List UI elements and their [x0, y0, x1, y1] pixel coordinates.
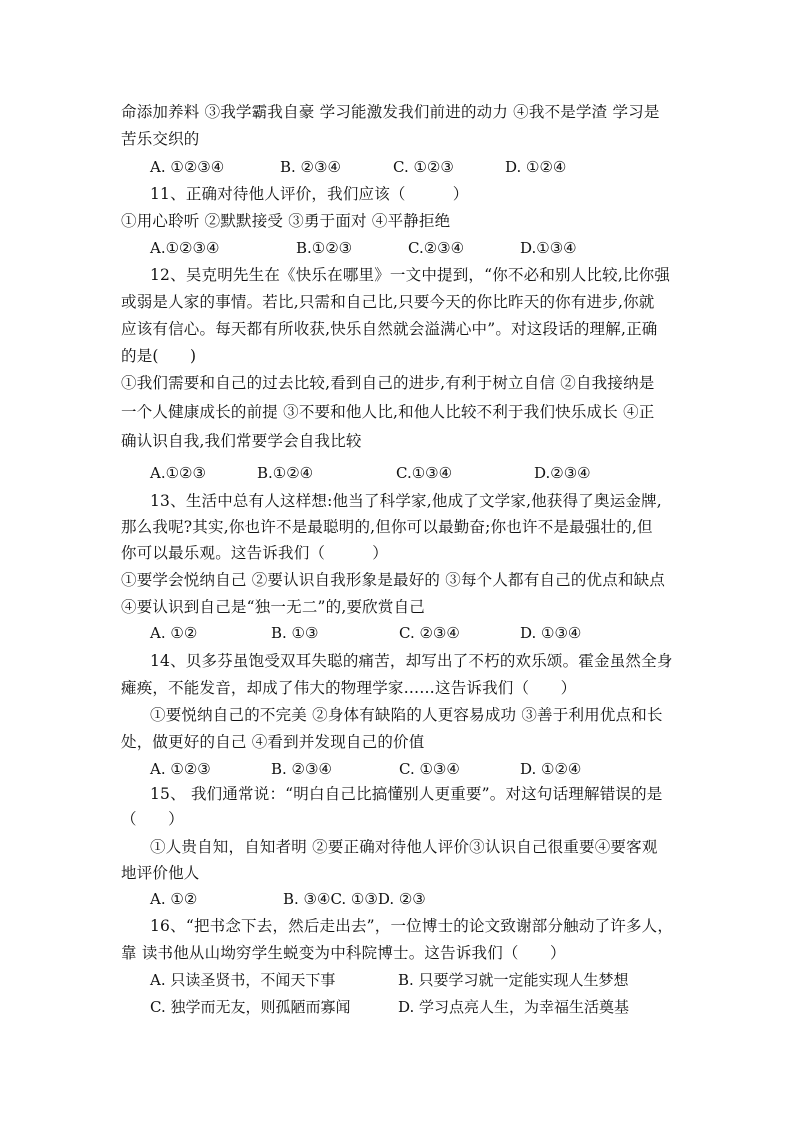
option-d: D. ①②④	[505, 158, 567, 176]
q12-items-3: 确认识自我,我们常要学会自我比较	[121, 432, 362, 450]
option-a: A.①②③④	[150, 239, 220, 257]
option-d: D. ①③④	[520, 624, 582, 642]
q14-stem-1: 14、贝多芬虽饱受双耳失聪的痛苦，却写出了不朽的欢乐颂。霍金虽然全身	[150, 652, 673, 670]
q12-stem-1: 12、吴克明先生在《快乐在哪里》一文中提到，“你不必和别人比较,比你强	[150, 266, 671, 284]
q11-items: ①用心聆听 ②默默接受 ③勇于面对 ④平静拒绝	[121, 212, 451, 230]
q11-stem: 11、正确对待他人评价，我们应该（ ）	[150, 185, 469, 203]
option-d: D.①③④	[520, 239, 577, 257]
option-a: A. 只读圣贤书，不闻天下事	[150, 971, 336, 989]
option-b: B. ①③	[271, 624, 319, 642]
option-a: A. ①②③④	[150, 158, 225, 176]
q12-stem-2: 或弱是人家的事情。若比,只需和自己比,只要今天的你比昨天的你有进步,你就	[121, 293, 655, 311]
q15-stem-1: 15、 我们通常说：“明白自己比搞懂别人更重要”。对这句话理解错误的是	[150, 785, 663, 803]
option-d: D. ①②④	[520, 760, 582, 778]
option-b: B. ②③④	[271, 760, 332, 778]
q13-items-1: ①要学会悦纳自己 ②要认识自我形象是最好的 ③每个人都有自己的优点和缺点	[121, 571, 666, 589]
q12-items-2: 一个人健康成长的前提 ③不要和他人比,和他人比较不利于我们快乐成长 ④正	[121, 403, 655, 421]
option-c: C.①③④	[396, 464, 453, 482]
q14-items-2: 处，做更好的自己 ④看到并发现自己的价值	[121, 733, 425, 751]
option-c: C. ①②③	[393, 158, 454, 176]
option-d: D.②③④	[534, 464, 591, 482]
option-c: C. 独学而无友，则孤陋而寡闻	[150, 998, 351, 1016]
q12-stem-4: 的是( )	[121, 347, 197, 365]
q14-items-1: ①要悦纳自己的不完美 ②身体有缺陷的人更容易成功 ③善于利用优点和长	[150, 706, 663, 724]
intro-line-1: 命添加养料 ③我学霸我自豪 学习能激发我们前进的动力 ④我不是学渣 学习是	[121, 103, 660, 121]
options-b-c-d: B. ③④C. ①③D. ②③	[283, 890, 426, 908]
intro-line-2: 苦乐交织的	[121, 130, 200, 148]
q13-stem-2: 那么我呢?其实,你也许不是最聪明的,但你可以最勤奋;你也许不是最强壮的,但	[121, 518, 653, 536]
q15-items-1: ①人贵自知，自知者明 ②要正确对待他人评价③认识自己很重要④要客观	[150, 838, 658, 856]
option-b: B.①②④	[257, 464, 314, 482]
q15-stem-2: （ ）	[121, 810, 184, 828]
option-a: A. ①②	[150, 890, 198, 908]
q16-stem-1: 16、“把书念下去，然后走出去”，一位博士的论文致谢部分触动了许多人，	[150, 917, 674, 935]
q14-stem-2: 瘫痪，不能发音，却成了伟大的物理学家……这告诉我们（ ）	[121, 679, 577, 697]
option-a: A. ①②③	[150, 760, 211, 778]
option-b: B.①②③	[296, 239, 353, 257]
option-b: B. 只要学习就一定能实现人生梦想	[398, 971, 629, 989]
option-b: B. ②③④	[280, 158, 341, 176]
option-a: A.①②③	[150, 464, 206, 482]
q12-items-1: ①我们需要和自己的过去比较,看到自己的进步,有利于树立自信 ②自我接纳是	[121, 374, 655, 392]
q15-items-2: 地评价他人	[121, 864, 200, 882]
option-a: A. ①②	[150, 624, 198, 642]
option-c: C. ①③④	[399, 760, 460, 778]
option-c: C. ②③④	[399, 624, 460, 642]
q16-stem-2: 靠 读书他从山坳穷学生蜕变为中科院博士。这告诉我们（ ）	[121, 944, 566, 962]
option-d: D. 学习点亮人生，为幸福生活奠基	[398, 998, 630, 1016]
q13-stem-3: 你可以最乐观。这告诉我们（ ）	[121, 544, 388, 562]
q12-stem-3: 应该有信心。每天都有所收获,快乐自然就会溢满心中”。对这段话的理解,正确	[121, 320, 658, 338]
q13-items-2: ④要认识到自己是“独一无二”的,要欣赏自己	[121, 598, 425, 616]
q13-stem-1: 13、生活中总有人这样想:他当了科学家,他成了文学家,他获得了奥运金牌,	[150, 492, 662, 510]
option-c: C.②③④	[408, 239, 465, 257]
